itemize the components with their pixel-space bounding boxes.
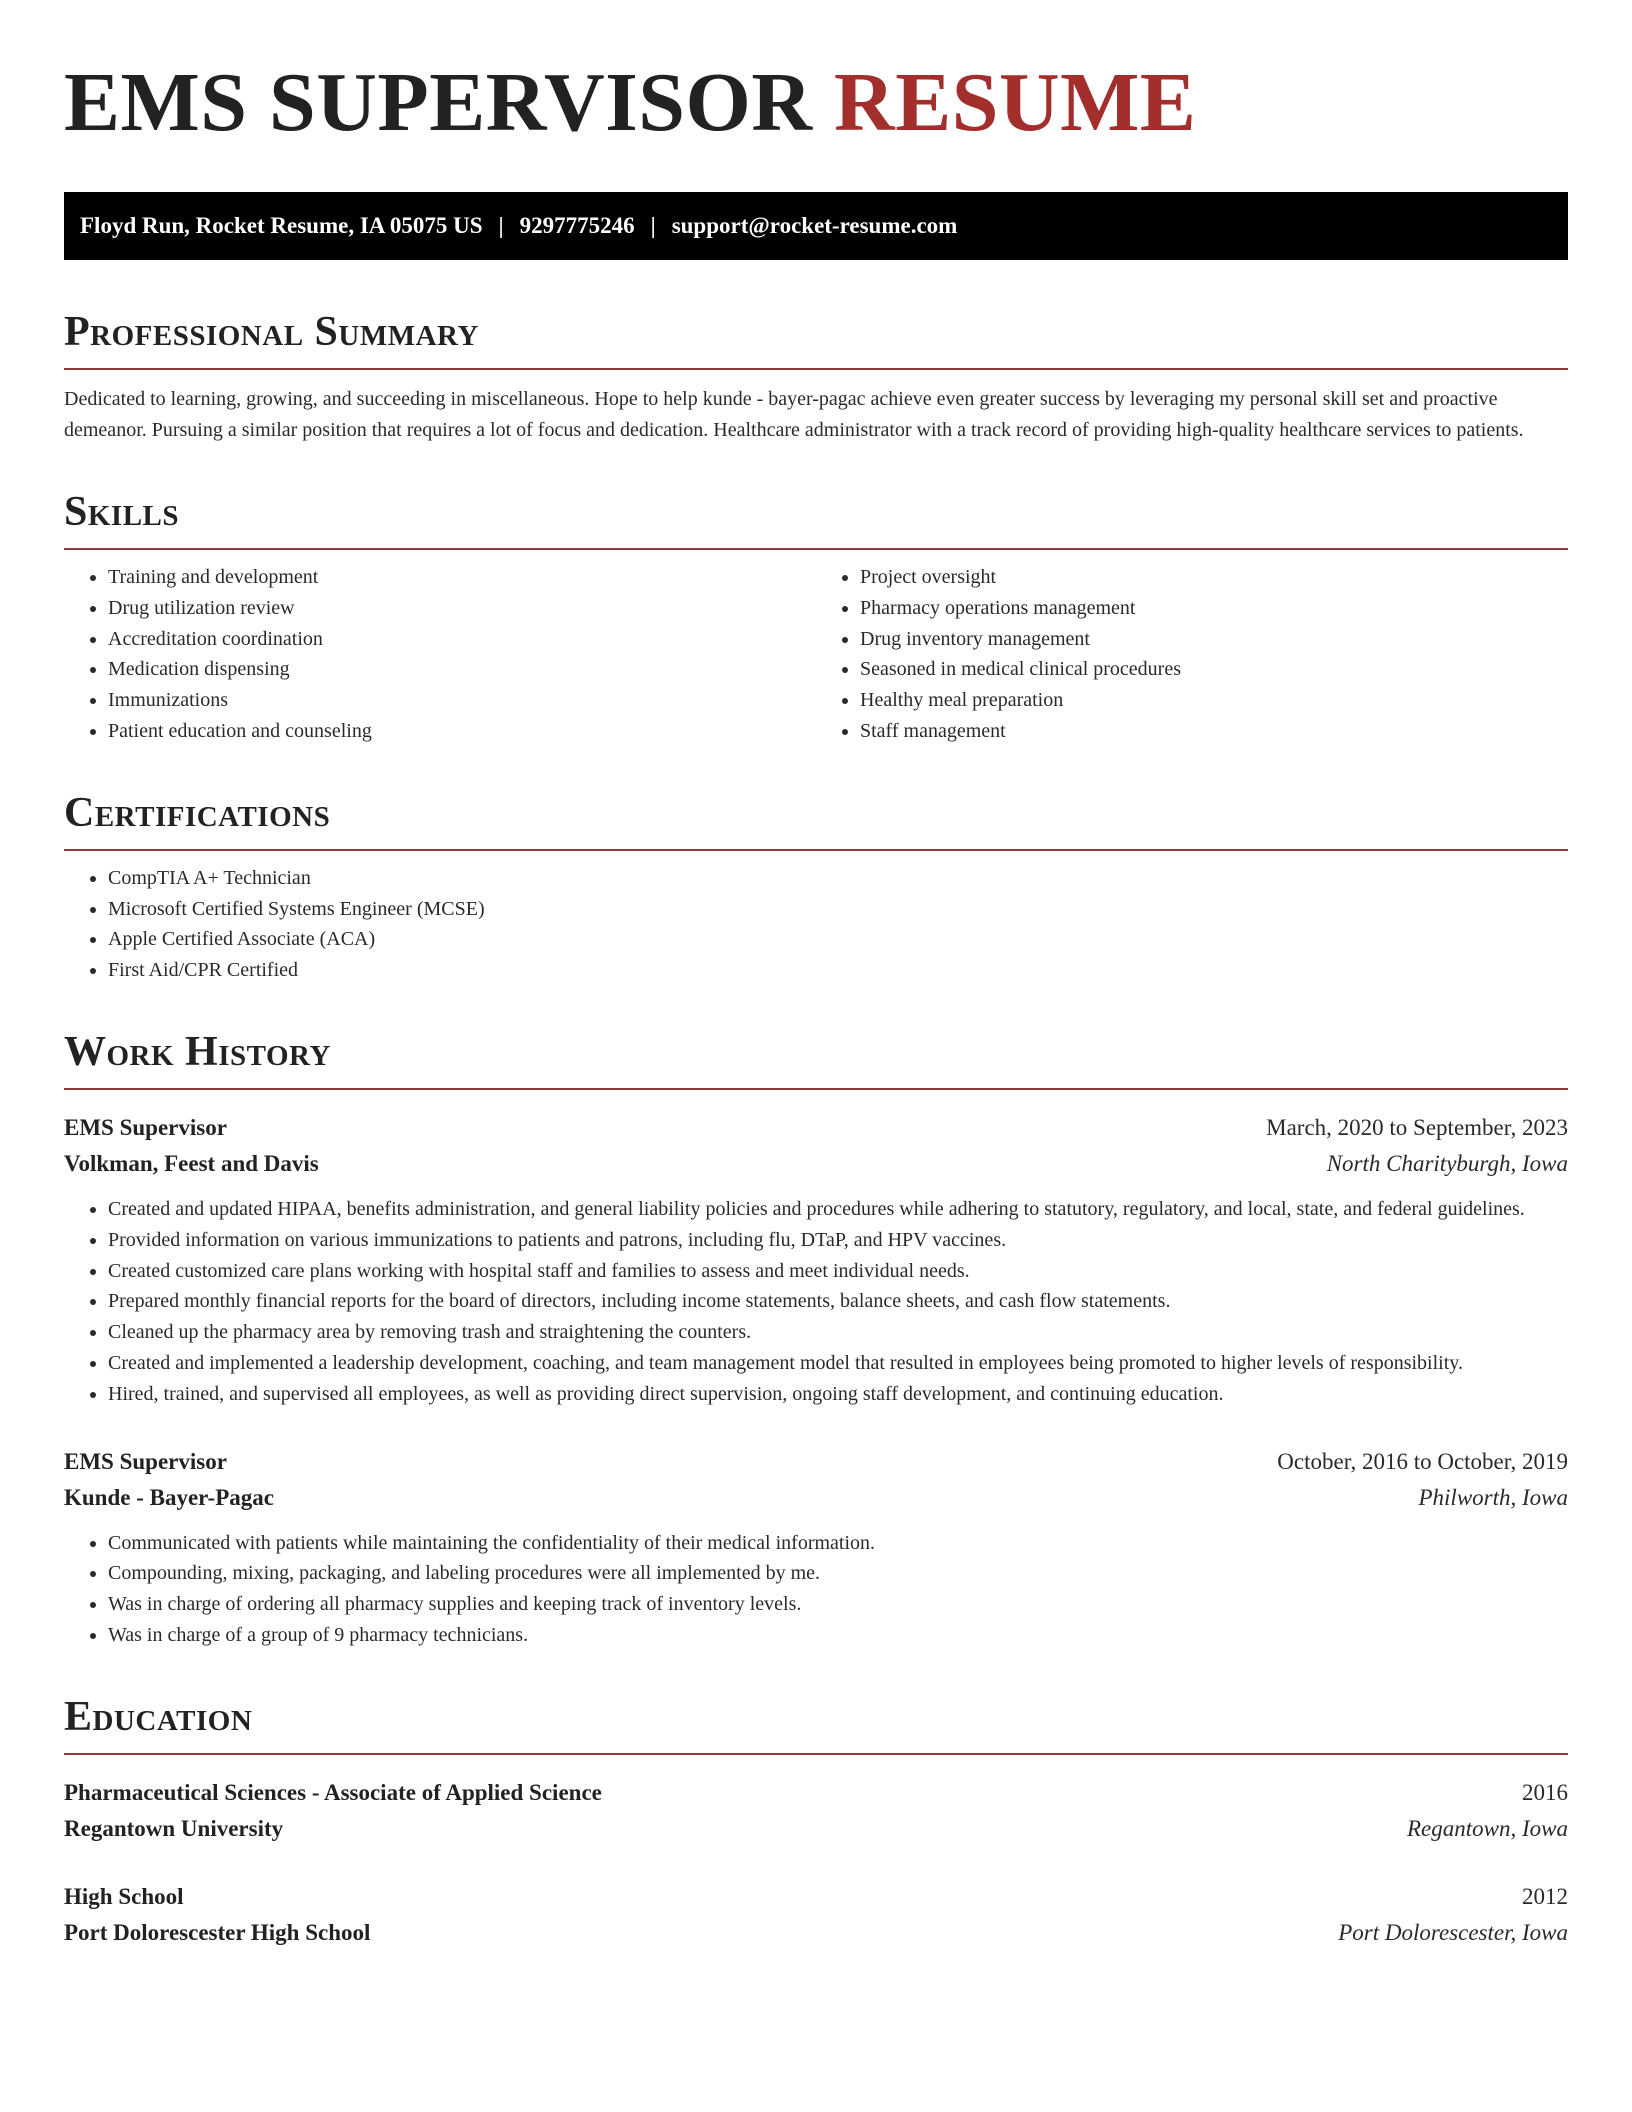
job-bullet: • Was in charge of ordering all pharmacy supplies and keeping track of inventory levels. xyxy=(108,1589,1568,1620)
skills-list-left xyxy=(64,562,816,747)
contact-bar xyxy=(64,192,1568,260)
job-entry xyxy=(64,1110,1568,1410)
job-title: EMS Supervisor xyxy=(64,1114,227,1140)
contact-separator: | xyxy=(498,213,504,238)
education-school-row xyxy=(64,1811,1568,1847)
job-dates: March, 2020 to September, 2023 xyxy=(1266,1114,1568,1140)
education-year: 2016 xyxy=(1522,1779,1568,1805)
certification-item: • Apple Certified Associate (ACA) xyxy=(108,924,1568,955)
job-bullets xyxy=(64,1194,1568,1410)
job-bullet: • Prepared monthly financial reports for the board of directors, including income statements, balance sheets, and cash flow statements. xyxy=(108,1286,1568,1317)
skill-item: • Staff management xyxy=(860,716,1568,747)
job-bullet: • Communicated with patients while maintaining the confidentiality of their medical information. xyxy=(108,1528,1568,1559)
education-heading: Education xyxy=(64,1693,1568,1755)
contact-phone: 9297775246 xyxy=(519,213,635,238)
certification-item: • Microsoft Certified Systems Engineer (MCSE) xyxy=(108,894,1568,925)
skill-item: • Drug inventory management xyxy=(860,624,1568,655)
skill-item: • Training and development xyxy=(108,562,816,593)
education-entry xyxy=(64,1879,1568,1951)
job-company: Kunde - Bayer-Pagac xyxy=(64,1484,274,1510)
job-bullet: • Provided information on various immunizations to patients and patrons, including flu, DTaP, and HPV vaccines. xyxy=(108,1225,1568,1256)
job-bullet: • Compounding, mixing, packaging, and labeling procedures were all implemented by me. xyxy=(108,1558,1568,1589)
title-accent: RESUME xyxy=(834,56,1197,149)
skill-item: • Project oversight xyxy=(860,562,1568,593)
job-bullet: • Cleaned up the pharmacy area by removing trash and straightening the counters. xyxy=(108,1317,1568,1348)
skills-section xyxy=(64,488,1568,747)
education-year: 2012 xyxy=(1522,1883,1568,1909)
job-bullet: • Was in charge of a group of 9 pharmacy technicians. xyxy=(108,1620,1568,1651)
education-entry xyxy=(64,1775,1568,1847)
certification-item: • CompTIA A+ Technician xyxy=(108,863,1568,894)
certifications-section xyxy=(64,789,1568,986)
skills-list-right xyxy=(816,562,1568,747)
job-location: Philworth, Iowa xyxy=(1418,1484,1568,1510)
job-bullet: • Created and implemented a leadership development, coaching, and team management model that resulted in employees being promoted to higher levels of responsibility. xyxy=(108,1348,1568,1379)
contact-separator: | xyxy=(650,213,656,238)
certifications-heading: Certifications xyxy=(64,789,1568,851)
education-location: Regantown, Iowa xyxy=(1407,1815,1568,1841)
skill-item: • Seasoned in medical clinical procedures xyxy=(860,654,1568,685)
job-title-row xyxy=(64,1444,1568,1480)
education-degree-row xyxy=(64,1879,1568,1915)
contact-address: Floyd Run, Rocket Resume, IA 05075 US xyxy=(80,213,483,238)
skills-grid xyxy=(64,550,1568,747)
job-dates: October, 2016 to October, 2019 xyxy=(1277,1448,1568,1474)
education-degree: High School xyxy=(64,1883,184,1909)
job-title: EMS Supervisor xyxy=(64,1448,227,1474)
education-school: Regantown University xyxy=(64,1815,284,1841)
skill-item: • Healthy meal preparation xyxy=(860,685,1568,716)
page-title xyxy=(64,58,1568,148)
job-bullets xyxy=(64,1528,1568,1651)
skill-item: • Medication dispensing xyxy=(108,654,816,685)
summary-text: Dedicated to learning, growing, and succeeding in miscellaneous. Hope to help kunde - bayer-pagac achieve even greater success by leveraging my personal skill set and proactive demeanor. Pursuing a similar position that requires a lot of focus and dedication. Healthcare administrator with a track record of providing high-quality healthcare services to patients. xyxy=(64,388,1524,441)
job-title-row xyxy=(64,1110,1568,1146)
skill-item: • Drug utilization review xyxy=(108,593,816,624)
job-company: Volkman, Feest and Davis xyxy=(64,1150,319,1176)
skill-item: • Pharmacy operations management xyxy=(860,593,1568,624)
education-degree-row xyxy=(64,1775,1568,1811)
job-bullet: • Created and updated HIPAA, benefits administration, and general liability policies and procedures while adhering to statutory, regulatory, and local, state, and federal guidelines. xyxy=(108,1194,1568,1225)
skills-heading: Skills xyxy=(64,488,1568,550)
education-degree: Pharmaceutical Sciences - Associate of Applied Science xyxy=(64,1779,602,1805)
job-bullet: • Hired, trained, and supervised all employees, as well as providing direct supervision, ongoing staff development, and continuing education. xyxy=(108,1379,1568,1410)
job-bullet: • Created customized care plans working with hospital staff and families to assess and meet individual needs. xyxy=(108,1256,1568,1287)
summary-section xyxy=(64,308,1568,446)
work-history-section xyxy=(64,1028,1568,1651)
skill-item: • Accreditation coordination xyxy=(108,624,816,655)
contact-email[interactable]: support@rocket-resume.com xyxy=(671,213,958,238)
summary-heading: Professional Summary xyxy=(64,308,1568,370)
work-history-heading: Work History xyxy=(64,1028,1568,1090)
job-location: North Charityburgh, Iowa xyxy=(1326,1150,1568,1176)
certification-item: • First Aid/CPR Certified xyxy=(108,955,1568,986)
education-location: Port Dolorescester, Iowa xyxy=(1338,1919,1568,1945)
skill-item: • Immunizations xyxy=(108,685,816,716)
education-school: Port Dolorescester High School xyxy=(64,1919,371,1945)
education-section xyxy=(64,1693,1568,1951)
job-company-row xyxy=(64,1480,1568,1516)
education-school-row xyxy=(64,1915,1568,1951)
job-entry xyxy=(64,1444,1568,1651)
certifications-list xyxy=(64,863,1568,986)
title-main: EMS SUPERVISOR xyxy=(64,56,813,149)
skill-item: • Patient education and counseling xyxy=(108,716,816,747)
job-company-row xyxy=(64,1146,1568,1182)
